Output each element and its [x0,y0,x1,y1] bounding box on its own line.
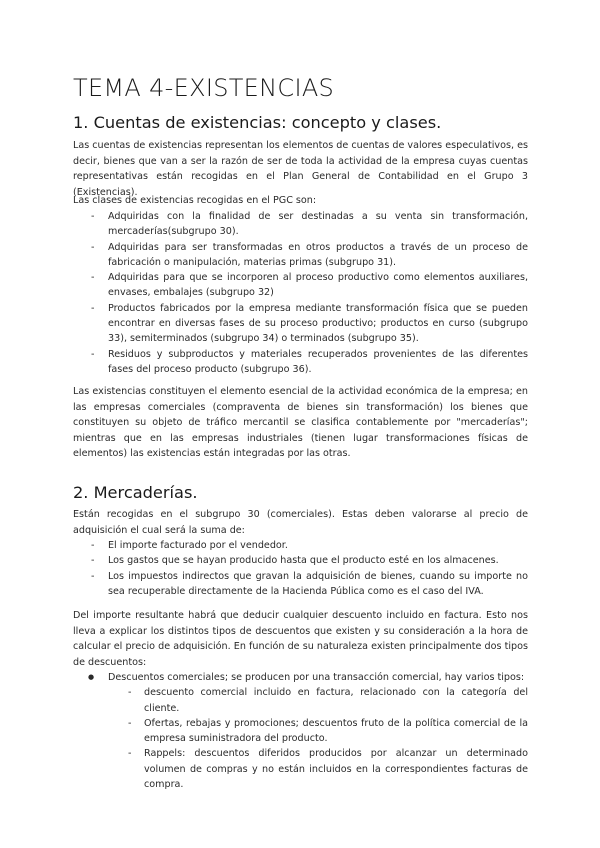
list-item: - Adquiridas para ser transformadas en otros productos a través de un proceso de fabricación o manipulación, materias primas (subgrupo 31). [73,240,528,271]
discount-paragraph: Del importe resultante habrá que deducir cualquier descuento incluido en factura. Esto nos lleva a explicar los distintos tipos de descuentos que existen y su consideración a la hora de calcular el precio de adquisición. En función de su naturaleza existen principalmente dos tipos de descuentos: [73,610,528,668]
existencias-classes-list [73,209,528,377]
list-item: - Residuos y subproductos y materiales recuperados provenientes de las diferentes fases del proceso producto (subgrupo 36). [73,347,528,378]
discount-types-list [73,670,528,792]
section-1-list-intro: Las clases de existencias recogidas en el PGC son: [73,195,317,206]
list-item: - El importe facturado por el vendedor. [73,538,528,553]
list-item: - Ofertas, rebajas y promociones; descuentos fruto de la política comercial de la empresa suministradora del producto. [108,716,528,747]
section-1-closing: Las existencias constituyen el elemento esencial de la actividad económica de la empresa; en las empresas comerciales (compraventa de bienes sin transformación) los bienes que constituyen su objeto de tráfico mercantil se clasifica contablemente por "mercaderías"; mientras que en las empresas industriales (tienen lugar transformaciones físicas de elementos) las existencias están integradas por las otras. [73,386,528,460]
list-item: - Rappels: descuentos diferidos producidos por alcanzar un determinado volumen de compras y no están incluidos en la correspondientes facturas de compra. [108,746,528,792]
list-item: - Los impuestos indirectos que gravan la adquisición de bienes, cuando su importe no sea recuperable directamente de la Hacienda Pública como es el caso del IVA. [73,569,528,600]
list-item: - Adquiridas con la finalidad de ser destinadas a su venta sin transformación, mercaderías(subgrupo 30). [73,209,528,240]
acquisition-price-list [73,538,528,599]
section-2-heading: 2. Mercaderías. [73,483,198,502]
section-1-heading: 1. Cuentas de existencias: concepto y clases. [73,113,442,132]
list-item: - descuento comercial incluido en factura, relacionado con la categoría del cliente. [108,685,528,716]
bullet-text: Descuentos comerciales; se producen por una transacción comercial, hay varios tipos: [108,672,525,683]
list-item: - Adquiridas para que se incorporen al proceso productivo como elementos auxiliares, envases, embalajes (subgrupo 32) [73,270,528,301]
list-item [73,670,528,792]
commercial-discounts-sublist [108,685,528,792]
list-item: - Productos fabricados por la empresa mediante transformación física que se pueden encontrar en diversas fases de su proceso productivo; productos en curso (subgrupo 33), semiterminados (subgrupo 34) o terminados (subgrupo 35). [73,301,528,347]
section-2-intro: Están recogidas en el subgrupo 30 (comerciales). Estas deben valorarse al precio de adquisición el cual será la suma de: [73,509,528,536]
section-1-intro: Las cuentas de existencias representan los elementos de cuentas de valores especulativos, es decir, bienes que van a ser la razón de ser de toda la actividad de la empresa cuyas cuentas representativas están recogidas en el Plan General de Contabilidad en el Grupo 3 (Existencias). [73,140,528,198]
page-title: TEMA 4-EXISTENCIAS [73,74,335,102]
list-item: - Los gastos que se hayan producido hasta que el producto esté en los almacenes. [73,553,528,568]
